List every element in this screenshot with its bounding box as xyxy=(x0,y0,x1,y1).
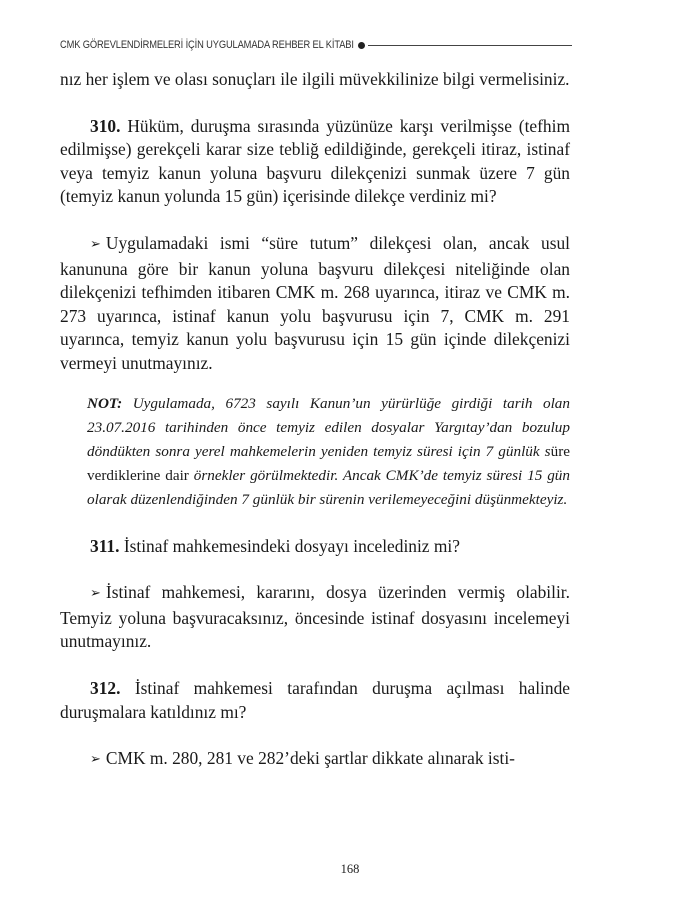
answer-310 xyxy=(60,232,570,376)
page-body xyxy=(60,68,570,773)
answer-311 xyxy=(60,581,570,654)
paragraph-continuation: nız her işlem ve olası sonuçları ile ilgili müvekkilinize bilgi vermelisiniz. xyxy=(60,69,570,89)
question-number: 310. xyxy=(90,115,121,136)
note-text: örnekler görülmektedir. Ancak CMK’de temyiz süresi 15 gün olarak düzenlendiğinden 7 günlük bir sürenin verilemeyeceğini düşünmekteyiz. xyxy=(87,466,570,508)
page-number: 168 xyxy=(340,862,360,876)
answer-312 xyxy=(60,747,570,773)
question-number: 312. xyxy=(90,677,121,698)
arrow-right-icon: ➢ xyxy=(90,236,101,252)
answer-text: İstinaf mahkemesi, kararını, dosya üzerinden vermiş olabilir. Temyiz yoluna başvuracaksınız, öncesinde istinaf dosyasını incelemeyi unutmayınız. xyxy=(60,582,570,652)
question-text: İstinaf mahkemesi tarafından duruşma açılması halinde duruşmalara katıldınız mı? xyxy=(60,677,570,722)
header-bullet-dot xyxy=(358,42,365,49)
arrow-right-icon: ➢ xyxy=(90,752,101,768)
answer-text: Uygulamadaki ismi “süre tutum” dilekçesi olan, ancak usul kanununa göre bir kanun yoluna başvuru dilekçesi niteliğinde olan dilekçenizi tefhimden itibaren CMK m. 268 uyarınca, itiraz ve CMK m. 273 uyarınca, istinaf kanun yolu başvurusu için 7, CMK m. 291 uyarınca, temyiz kanun yolu başvurusu için 15 gün içinde dilekçenizi vermeyi unutmayınız. xyxy=(60,232,570,373)
running-header xyxy=(60,34,572,56)
question-text: İstinaf mahkemesindeki dosyayı incelediniz mi? xyxy=(119,535,460,556)
note-text-upright: üre verdiklerine dair xyxy=(87,442,570,484)
arrow-right-icon: ➢ xyxy=(90,586,101,602)
note-label: NOT: xyxy=(87,394,123,412)
header-title: CMK GÖREVLENDİRMELERİ İÇİN UYGULAMADA REHBER EL KİTABI xyxy=(60,39,354,51)
question-312 xyxy=(60,677,570,724)
note-block xyxy=(87,392,570,512)
question-text: Hüküm, duruşma sırasında yüzünüze karşı verilmişse (tefhim edilmişse) gerekçeli karar size tebliğ edildiğinde, gerekçeli itiraz, istinaf veya temyiz kanun yoluna başvuru dilekçenizi sunmak üzere 7 gün (temyiz kanun yolunda 15 gün) içerisinde dilekçe verdiniz mi? xyxy=(60,115,570,207)
header-rule xyxy=(368,45,572,46)
note-text: Uygulamada, 6723 sayılı Kanun’un yürürlüğe girdiği tarih olan 23.07.2016 tarihinden önce temyiz edilen dosyalar Yargıtay’dan bozulup döndükten sonra yerel mahkemelerin yeniden temyiz süresi için 7 günlük s xyxy=(87,394,570,460)
answer-text: CMK m. 280, 281 ve 282’deki şartlar dikkate alınarak isti- xyxy=(105,748,515,769)
question-310 xyxy=(60,115,570,209)
question-number: 311. xyxy=(90,535,120,556)
question-311 xyxy=(60,535,570,559)
